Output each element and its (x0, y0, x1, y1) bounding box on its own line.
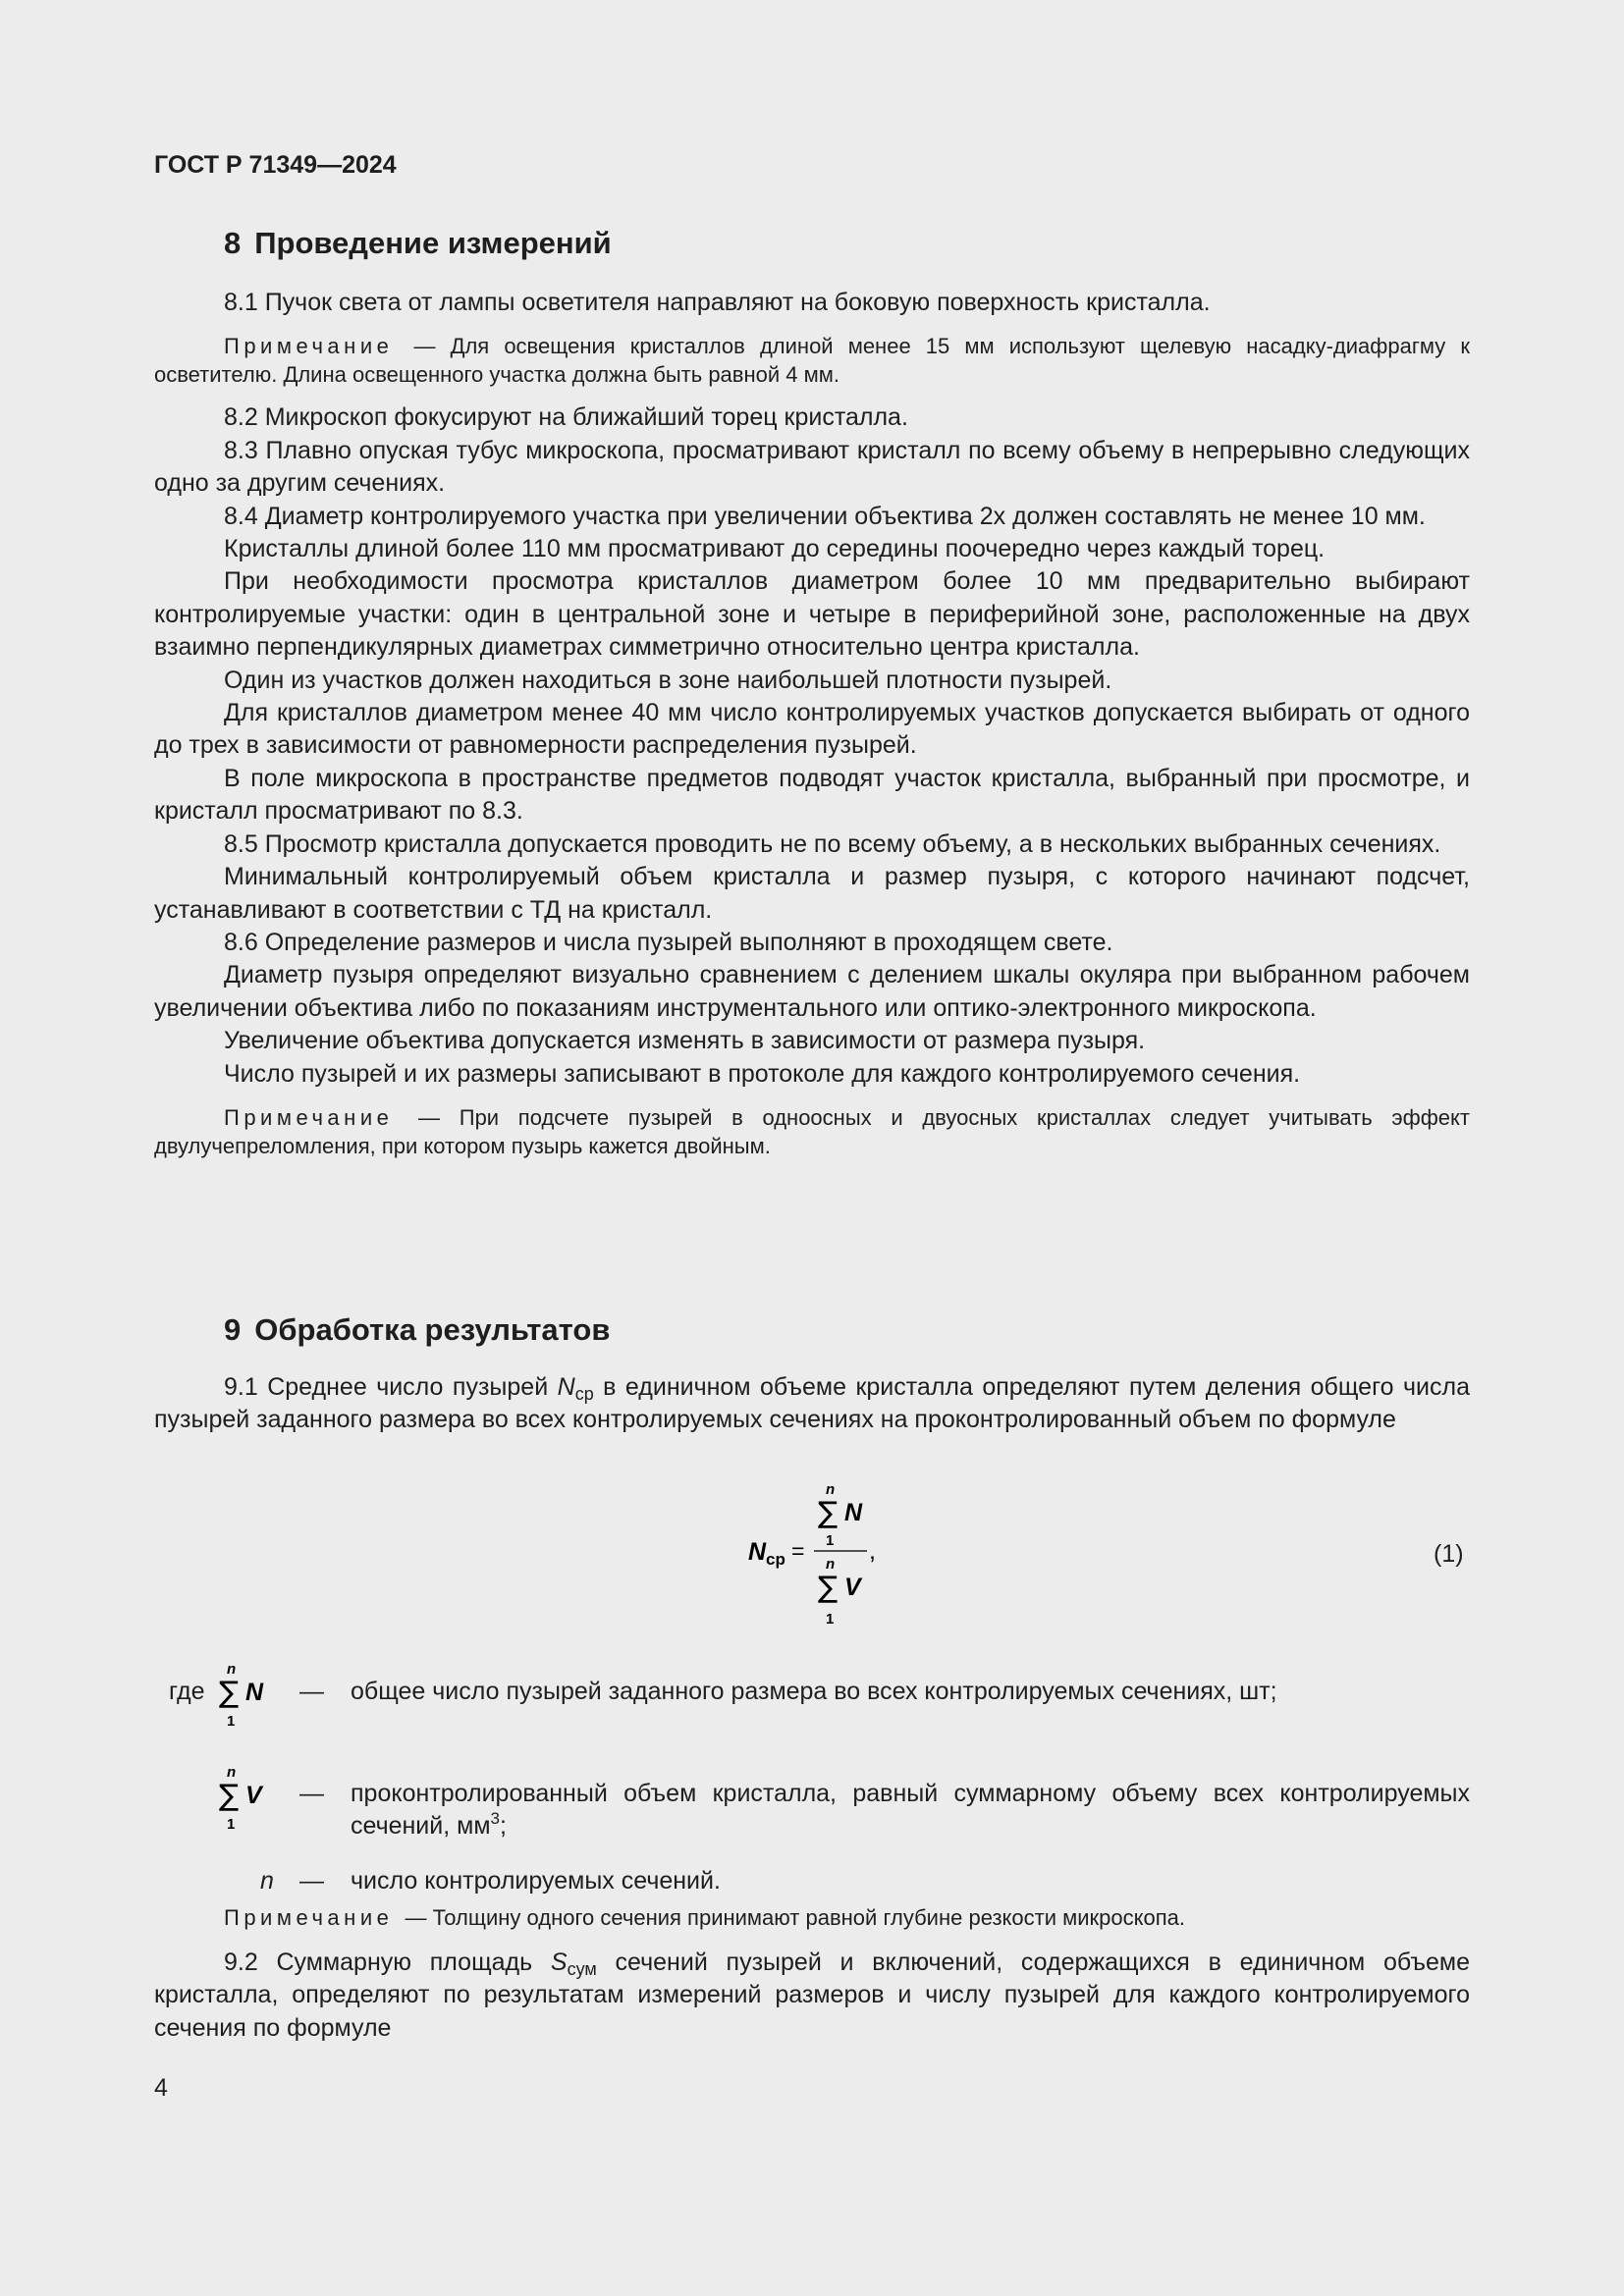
note-1 (154, 332, 1470, 389)
where-item-n-total (154, 1659, 1470, 1737)
variable-n: n (260, 1867, 274, 1895)
paragraph: Для кристаллов диаметром менее 40 мм число контролируемых участков допускается выбирать от одного до трех в зависимости от равномерности распределения пузырей. (154, 699, 1470, 760)
variable-n-avg: N (557, 1373, 575, 1401)
section-number: 8 (224, 226, 242, 260)
paragraph: Число пузырей и их размеры записывают в протоколе для каждого контролируемого сечения. (224, 1059, 1301, 1088)
where-item-v-total (154, 1762, 1470, 1850)
paragraph: Диаметр пузыря определяют визуально сравнением с делением шкалы окуляра при выбранном рабочем увеличении объектива либо по показаниям инструментального или оптико-электронного микроскопа. (154, 961, 1470, 1022)
sum-v-symbol (219, 1762, 288, 1841)
numerator-sum-sign: ∑ (818, 1496, 839, 1530)
where-list (154, 1659, 1470, 1924)
paragraph: При необходимости просмотра кристаллов диаметром более 10 мм предварительно выбирают контролируемые участки: один в центральной зоне и четыре в периферийной зоне, расположенные на двух взаимно перпендикулярных диаметрах симметрично относительно центра кристалла. (154, 567, 1470, 662)
note-3 (154, 1903, 1470, 1932)
numerator-lower-limit: 1 (826, 1532, 835, 1549)
paragraph-8-1: 8.1 Пучок света от лампы осветителя направляют на боковую поверхность кристалла. (224, 289, 1211, 316)
note-label: Примечание (224, 1104, 394, 1130)
section-9-intro (154, 1371, 1470, 1437)
svg-text:n: n (227, 1764, 237, 1781)
where-item-n-count (154, 1865, 1470, 1904)
paragraph-8-6: 8.6 Определение размеров и числа пузырей выполняют в проходящем свете. (224, 928, 1113, 956)
note-2 (154, 1103, 1470, 1160)
svg-text:N: N (245, 1679, 264, 1706)
section-8-body (154, 287, 1470, 1160)
paragraph-8-2: 8.2 Микроскоп фокусируют на ближайший торец кристалла. (224, 403, 908, 432)
svg-text:∑: ∑ (219, 1676, 240, 1710)
section-9-heading (224, 1312, 610, 1348)
paragraph-9-1: 9.1 Среднее число пузырей $N_{ср}$ в единичном объеме кристалла определяют путем деления общего числа пузырей заданного размера во всех контролируемых сечениях на проконтролированный объем по формуле (154, 1373, 1470, 1434)
denominator-sum-sign: ∑ (818, 1571, 839, 1605)
svg-text:V: V (245, 1782, 262, 1809)
note-label: Примечание (224, 334, 394, 359)
paragraph-8-3: 8.3 Плавно опуская тубус микроскопа, просматривают кристалл по всему объему в непрерывно следующих одно за другим сечениях. (154, 436, 1470, 498)
where-description: общее число пузырей заданного размера во всех контролируемых сечениях, шт; (351, 1678, 1277, 1705)
denominator-lower-limit: 1 (826, 1611, 835, 1628)
formula-equals: = (791, 1538, 805, 1564)
dash: — (299, 1780, 324, 1807)
variable-s-sum: S (550, 1949, 568, 1976)
page-number: 4 (154, 2074, 168, 2102)
note-text: — Для освещения кристаллов длиной менее 15 мм используют щелевую насадку-диафрагму к осветителю. Длина освещенного участка должна быть равной 4 мм. (154, 334, 1470, 388)
formula-lhs: N (748, 1538, 767, 1566)
section-title: Обработка результатов (254, 1312, 611, 1347)
sum-n-symbol (219, 1659, 288, 1737)
paragraph: Увеличение объектива допускается изменять в зависимости от размера пузыря. (224, 1027, 1146, 1055)
where-label: где (169, 1678, 205, 1705)
where-description: проконтролированный объем кристалла, равный суммарному объему всех контролируемых сечений, $мм^3$; (351, 1780, 1470, 1841)
paragraph: Минимальный контролируемый объем кристалла и размер пузыря, с которого начинают подсчет, устанавливают в соответствии с ТД на кристалл. (154, 863, 1470, 924)
formula-lhs-subscript: ср (766, 1550, 785, 1569)
section-8-heading (224, 226, 612, 261)
numerator-variable: N (844, 1499, 863, 1526)
svg-text:1: 1 (227, 1816, 236, 1833)
equation-number: (1) (1434, 1540, 1464, 1568)
section-number: 9 (224, 1312, 242, 1347)
dash: — (299, 1678, 324, 1705)
svg-text:1: 1 (227, 1713, 236, 1730)
note-text: — При подсчете пузырей в одноосных и двуосных кристаллах следует учитывать эффект двулучепреломления, при котором пузырь кажется двойным. (154, 1104, 1470, 1158)
note-label: Примечание (224, 1905, 394, 1930)
paragraph: В поле микроскопа в пространстве предметов подводят участок кристалла, выбранный при просмотре, и кристалл просматривают по 8.3. (154, 764, 1470, 826)
denominator-upper-limit: n (826, 1556, 836, 1573)
paragraph: Один из участков должен находиться в зоне наибольшей плотности пузырей. (224, 666, 1112, 694)
note-text: — Толщину одного сечения принимают равной глубине резкости микроскопа. (399, 1905, 1185, 1930)
section-title: Проведение измерений (254, 226, 612, 260)
where-description: число контролируемых сечений. (351, 1867, 721, 1895)
svg-text:∑: ∑ (219, 1779, 240, 1813)
section-9-tail (154, 1903, 1470, 2045)
paragraph-9-2: 9.2 Суммарную площадь $S_{сум}$ сечений пузырей и включений, содержащихся в единичном объеме кристалла, определяют по результатам измерений размеров и числу пузырей для каждого контролируемого сечения по формуле (154, 1949, 1470, 2042)
paragraph-8-5: 8.5 Просмотр кристалла допускается проводить не по всему объему, а в нескольких выбранных сечениях. (224, 829, 1441, 858)
paragraph-8-4: 8.4 Диаметр контролируемого участка при увеличении объектива 2х должен составлять не менее 10 мм. (224, 502, 1426, 530)
formula-trailing-comma: , (869, 1537, 876, 1565)
formula-1 (727, 1472, 923, 1639)
paragraph: Кристаллы длиной более 110 мм просматривают до середины поочередно через каждый торец. (224, 535, 1326, 563)
denominator-variable: V (844, 1574, 861, 1601)
document-code: ГОСТ Р 71349—2024 (154, 151, 397, 179)
svg-text:n: n (227, 1661, 237, 1678)
dash: — (299, 1867, 324, 1895)
numerator-upper-limit: n (826, 1481, 836, 1498)
